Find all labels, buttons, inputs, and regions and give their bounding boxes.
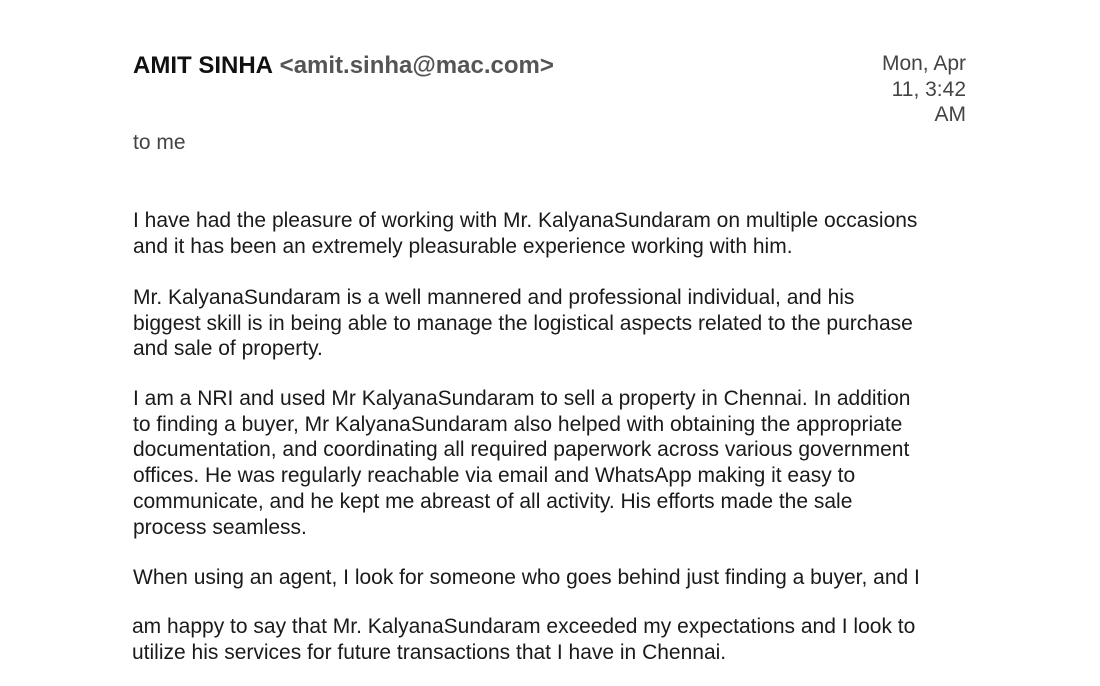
body-paragraph [133, 565, 978, 591]
body-paragraph [132, 614, 977, 665]
sender-email[interactable]: <amit.sinha@mac.com> [279, 52, 554, 79]
body-line: offices. He was regularly reachable via email and WhatsApp making it easy to [133, 464, 856, 488]
body-paragraph [133, 386, 978, 540]
body-line: and sale of property. [133, 337, 323, 361]
sender-header [133, 51, 554, 81]
body-line: process seamless. [133, 515, 307, 539]
body-line: When using an agent, I look for someone who goes behind just finding a buyer, and I [133, 566, 920, 589]
body-line: Mr. KalyanaSundaram is a well mannered and professional individual, and his [133, 286, 855, 309]
body-line: utilize his services for future transactions that I have in Chennai. [132, 640, 727, 664]
body-line: I have had the pleasure of working with Mr. KalyanaSundaram on multiple occasions [133, 209, 918, 232]
message-date-line: AM [934, 103, 966, 126]
sender-name[interactable]: AMIT SINHA [133, 52, 273, 79]
message-date-line: 11, 3:42 [891, 77, 966, 101]
body-paragraph [133, 285, 978, 362]
message-date-line: Mon, Apr [881, 52, 966, 75]
body-line: am happy to say that Mr. KalyanaSundaram exceeded my expectations and I look to [132, 615, 916, 638]
body-line: I am a NRI and used Mr KalyanaSundaram to sell a property in Chennai. In addition [133, 387, 911, 410]
recipient-label[interactable]: to me [133, 131, 186, 154]
body-line: documentation, and coordinating all required paperwork across various government [133, 438, 910, 462]
body-line: to finding a buyer, Mr KalyanaSundaram also helped with obtaining the appropriate [133, 412, 903, 436]
body-paragraph [133, 208, 978, 259]
body-line: biggest skill is in being able to manage the logistical aspects related to the purchase [133, 311, 913, 335]
body-line: communicate, and he kept me abreast of all activity. His efforts made the sale [133, 489, 853, 513]
message-date [836, 51, 966, 128]
body-line: and it has been an extremely pleasurable experience working with him. [133, 234, 793, 258]
